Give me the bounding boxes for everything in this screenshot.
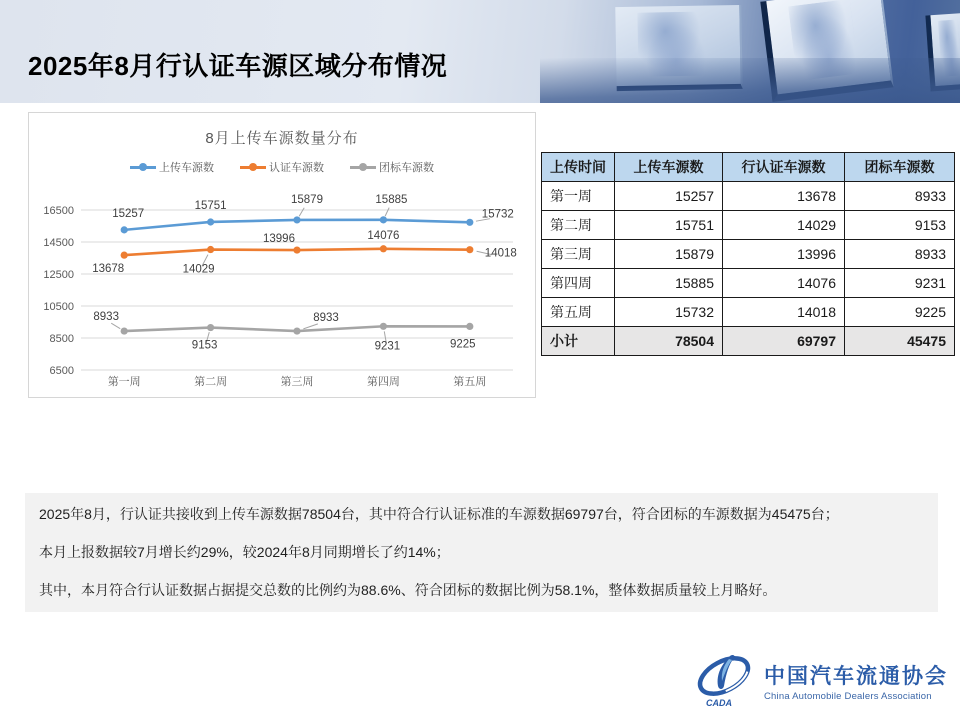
- summary-text-block: [25, 493, 938, 612]
- y-axis-tick: 10500: [43, 301, 74, 313]
- label-leader-line: [385, 208, 389, 217]
- table-cell: 小计: [542, 327, 615, 356]
- table-cell: 14018: [723, 298, 845, 327]
- table-cell: 9231: [845, 269, 955, 298]
- logo-text-en: China Automobile Dealers Association: [764, 691, 932, 702]
- y-axis-tick: 16500: [43, 205, 74, 217]
- page-title: 2025年8月行认证车源区域分布情况: [28, 51, 448, 81]
- line-chart: [29, 113, 535, 397]
- data-label: 13678: [92, 263, 125, 276]
- data-point: [207, 324, 214, 331]
- legend-label: 团标车源数: [379, 162, 434, 174]
- data-label: 9153: [191, 339, 218, 352]
- data-label: 9231: [374, 340, 401, 353]
- table-header-cell: 上传时间: [542, 153, 615, 182]
- logo-text: [764, 660, 948, 702]
- data-point: [466, 323, 473, 330]
- table-cell: 14029: [723, 211, 845, 240]
- chart-title: 8月上传车源数量分布: [205, 130, 359, 147]
- table-cell: 8933: [845, 240, 955, 269]
- data-label: 8933: [313, 312, 339, 325]
- x-axis-tick: 第一周: [107, 376, 141, 388]
- data-point: [207, 218, 214, 225]
- table-cell: 第四周: [542, 269, 615, 298]
- table-row: [542, 211, 955, 240]
- table-cell: 8933: [845, 182, 955, 211]
- table-cell: 15879: [615, 240, 723, 269]
- table-row: [542, 298, 955, 327]
- banner-floor-shadow: [540, 58, 960, 103]
- x-axis-tick: 第五周: [453, 376, 487, 388]
- table-cell: 15751: [615, 211, 723, 240]
- table-header-cell: 行认证车源数: [723, 153, 845, 182]
- data-label: 15257: [112, 207, 145, 220]
- y-axis-tick: 8500: [49, 333, 74, 345]
- data-point: [121, 226, 128, 233]
- y-axis-tick: 14500: [43, 237, 74, 249]
- table-cell: 69797: [723, 327, 845, 356]
- x-axis-tick: 第二周: [194, 376, 228, 388]
- table-cell: 9225: [845, 298, 955, 327]
- data-point: [293, 216, 300, 223]
- table-cell: 9153: [845, 211, 955, 240]
- legend-label: 上传车源数: [159, 162, 214, 174]
- data-point: [380, 216, 387, 223]
- data-label: 15885: [375, 193, 408, 206]
- data-point: [466, 219, 473, 226]
- data-point: [380, 323, 387, 330]
- table-header-cell: 团标车源数: [845, 153, 955, 182]
- table-cell: 第五周: [542, 298, 615, 327]
- data-label: 14029: [182, 263, 215, 276]
- data-point: [380, 245, 387, 252]
- legend-label: 认证车源数: [269, 162, 324, 174]
- table-header-cell: 上传车源数: [615, 153, 723, 182]
- summary-line-2: 本月上报数据较7月增长约29%，较2024年8月同期增长了约14%；: [39, 544, 450, 560]
- table-cell: 15257: [615, 182, 723, 211]
- y-axis-tick: 6500: [49, 365, 74, 377]
- label-leader-line: [111, 323, 120, 329]
- line-chart-card: [28, 112, 536, 398]
- y-axis-tick: 12500: [43, 269, 74, 281]
- table-cell: 13678: [723, 182, 845, 211]
- table-row: [542, 240, 955, 269]
- x-axis-tick: 第四周: [366, 376, 400, 388]
- table-cell: 15885: [615, 269, 723, 298]
- data-point: [466, 246, 473, 253]
- label-leader-line: [299, 208, 304, 217]
- label-leader-line: [303, 324, 318, 329]
- weekly-data-table: [541, 152, 955, 356]
- cada-logo-icon: [692, 652, 756, 710]
- data-label: 14018: [484, 247, 517, 260]
- table-cell: 第三周: [542, 240, 615, 269]
- data-label: 14076: [367, 229, 400, 242]
- table-cell: 78504: [615, 327, 723, 356]
- data-label: 9225: [450, 338, 476, 351]
- table-row: [542, 182, 955, 211]
- svg-text:CADA: CADA: [706, 698, 732, 708]
- table-header-row: [542, 153, 955, 182]
- table-row: [542, 269, 955, 298]
- data-label: 13996: [263, 233, 295, 246]
- data-point: [293, 327, 300, 334]
- logo-text-cn: 中国汽车流通协会: [764, 664, 948, 688]
- x-axis-tick: 第三周: [280, 376, 314, 388]
- table-cell: 45475: [845, 327, 955, 356]
- table-cell: 第二周: [542, 211, 615, 240]
- table-cell: 15732: [615, 298, 723, 327]
- table-cell: 第一周: [542, 182, 615, 211]
- table-cell: 13996: [723, 240, 845, 269]
- table-cell: 14076: [723, 269, 845, 298]
- table-row: [542, 327, 955, 356]
- data-point: [121, 252, 128, 259]
- summary-line-3: 其中，本月符合行认证数据占据提交总数的比例约为88.6%、符合团标的数据比例为58.1%，整体数据质量较上月略好。: [39, 582, 777, 598]
- data-point: [121, 327, 128, 334]
- data-label: 8933: [93, 311, 119, 324]
- data-point: [293, 246, 300, 253]
- data-point: [207, 246, 214, 253]
- cada-logo: [692, 652, 948, 710]
- data-label: 15732: [481, 208, 514, 221]
- data-label: 15751: [194, 199, 227, 212]
- data-label: 15879: [291, 193, 323, 206]
- summary-line-1: 2025年8月，行认证共接收到上传车源数据78504台，其中符合行认证标准的车源数据69797台，符合团标的车源数据为45475台；: [39, 506, 839, 522]
